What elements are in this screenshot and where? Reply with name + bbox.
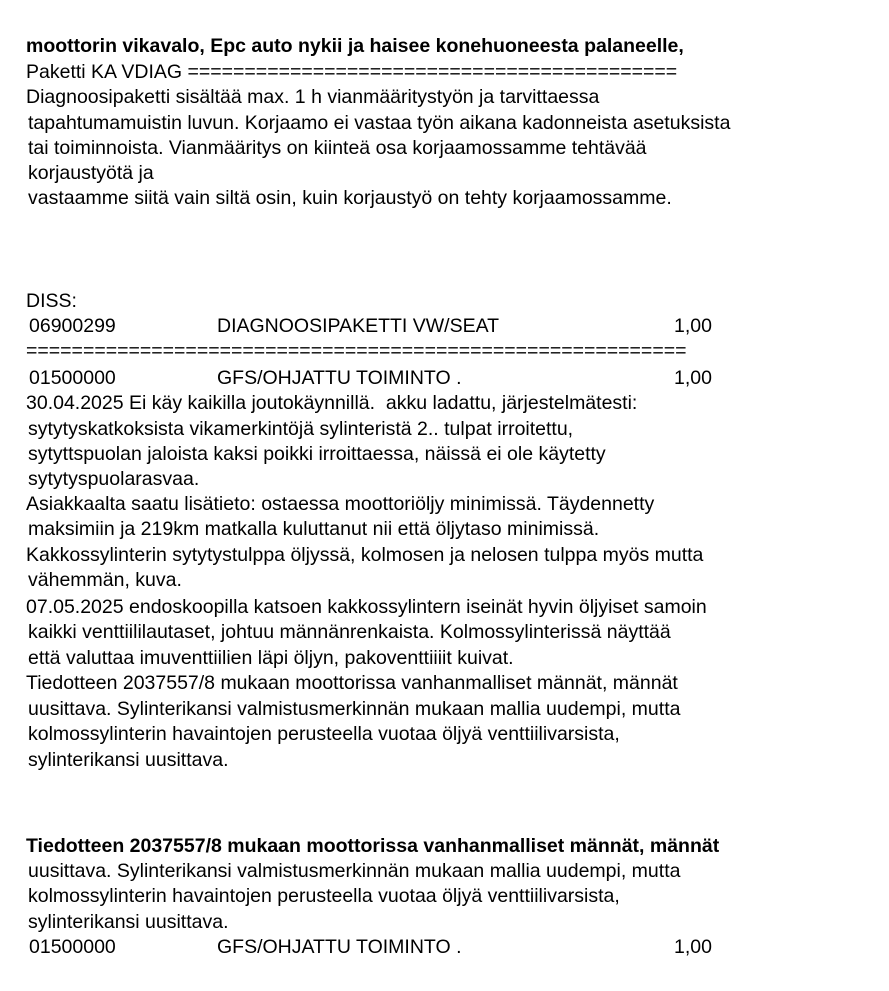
summary-line: kolmossylinterin havaintojen perusteella vuotaa öljyä venttiilivarsista, xyxy=(28,885,620,907)
note-line: 07.05.2025 endoskoopilla katsoen kakkossylintern iseinät hyvin öljyiset samoin xyxy=(26,596,707,618)
fault-title: moottorin vikavalo, Epc auto nykii ja haisee konehuoneesta palaneelle, xyxy=(26,35,684,57)
diss-label: DISS: xyxy=(26,290,77,312)
row-quantity: 1,00 xyxy=(674,367,712,389)
summary-line: sylinterikansi uusittava. xyxy=(28,911,229,933)
note-line: Asiakkaalta saatu lisätieto: ostaessa moottoriöljy minimissä. Täydennetty xyxy=(26,493,655,515)
note-line: kolmossylinterin havaintojen perusteella vuotaa öljyä venttiilivarsista, xyxy=(28,723,620,745)
note-line: kaikki venttiililautaset, johtuu männänrenkaista. Kolmossylinterissä näyttää xyxy=(28,621,671,643)
row-code: 01500000 xyxy=(29,936,116,958)
separator-line: ========================================================== xyxy=(26,340,687,362)
summary-title: Tiedotteen 2037557/8 mukaan moottorissa vanhanmalliset männät, männät xyxy=(26,835,720,857)
disclaimer-line: tai toiminnoista. Vianmääritys on kiinteä osa korjaamossamme tehtävää xyxy=(28,137,647,159)
package-line: Paketti KA VDIAG =========================================== xyxy=(26,61,678,83)
note-line: 30.04.2025 Ei käy kaikilla joutokäynnillä. akku ladattu, järjestelmätesti: xyxy=(26,392,638,414)
row-quantity: 1,00 xyxy=(674,315,712,337)
row-quantity: 1,00 xyxy=(674,936,712,958)
disclaimer-line: vastaamme siitä vain siltä osin, kuin korjaustyö on tehty korjaamossamme. xyxy=(28,187,672,209)
note-line: Kakkossylinterin sytytystulppa öljyssä, kolmosen ja nelosen tulppa myös mutta xyxy=(26,544,704,566)
note-line: uusittava. Sylinterikansi valmistusmerkinnän mukaan mallia uudempi, mutta xyxy=(28,698,681,720)
disclaimer-line: Diagnoosipaketti sisältää max. 1 h vianmääritystyön ja tarvittaessa xyxy=(26,86,600,108)
disclaimer-line: tapahtumamuistin luvun. Korjaamo ei vastaa työn aikana kadonneista asetuksista xyxy=(28,112,731,134)
note-line: sylinterikansi uusittava. xyxy=(28,749,229,771)
note-line: sytytyskatkoksista vikamerkintöjä sylinteristä 2.. tulpat irroitettu, xyxy=(28,418,574,440)
row-description: DIAGNOOSIPAKETTI VW/SEAT xyxy=(217,315,500,337)
note-line: Tiedotteen 2037557/8 mukaan moottorissa vanhanmalliset männät, männät xyxy=(26,672,678,694)
summary-line: uusittava. Sylinterikansi valmistusmerkinnän mukaan mallia uudempi, mutta xyxy=(28,860,681,882)
note-line: sytytyspuolarasvaa. xyxy=(28,468,200,490)
row-description: GFS/OHJATTU TOIMINTO . xyxy=(217,936,462,958)
note-line: vähemmän, kuva. xyxy=(28,569,182,591)
disclaimer-line: korjaustyötä ja xyxy=(28,162,154,184)
row-code: 06900299 xyxy=(29,315,116,337)
note-line: maksimiin ja 219km matkalla kuluttanut nii että öljytaso minimissä. xyxy=(28,518,600,540)
row-code: 01500000 xyxy=(29,367,116,389)
note-line: että valuttaa imuventtiilien läpi öljyn, pakoventtiiiit kuivat. xyxy=(28,647,514,669)
row-description: GFS/OHJATTU TOIMINTO . xyxy=(217,367,462,389)
note-line: sytyttspuolan jaloista kaksi poikki irroittaessa, näissä ei ole käytetty xyxy=(28,443,606,465)
